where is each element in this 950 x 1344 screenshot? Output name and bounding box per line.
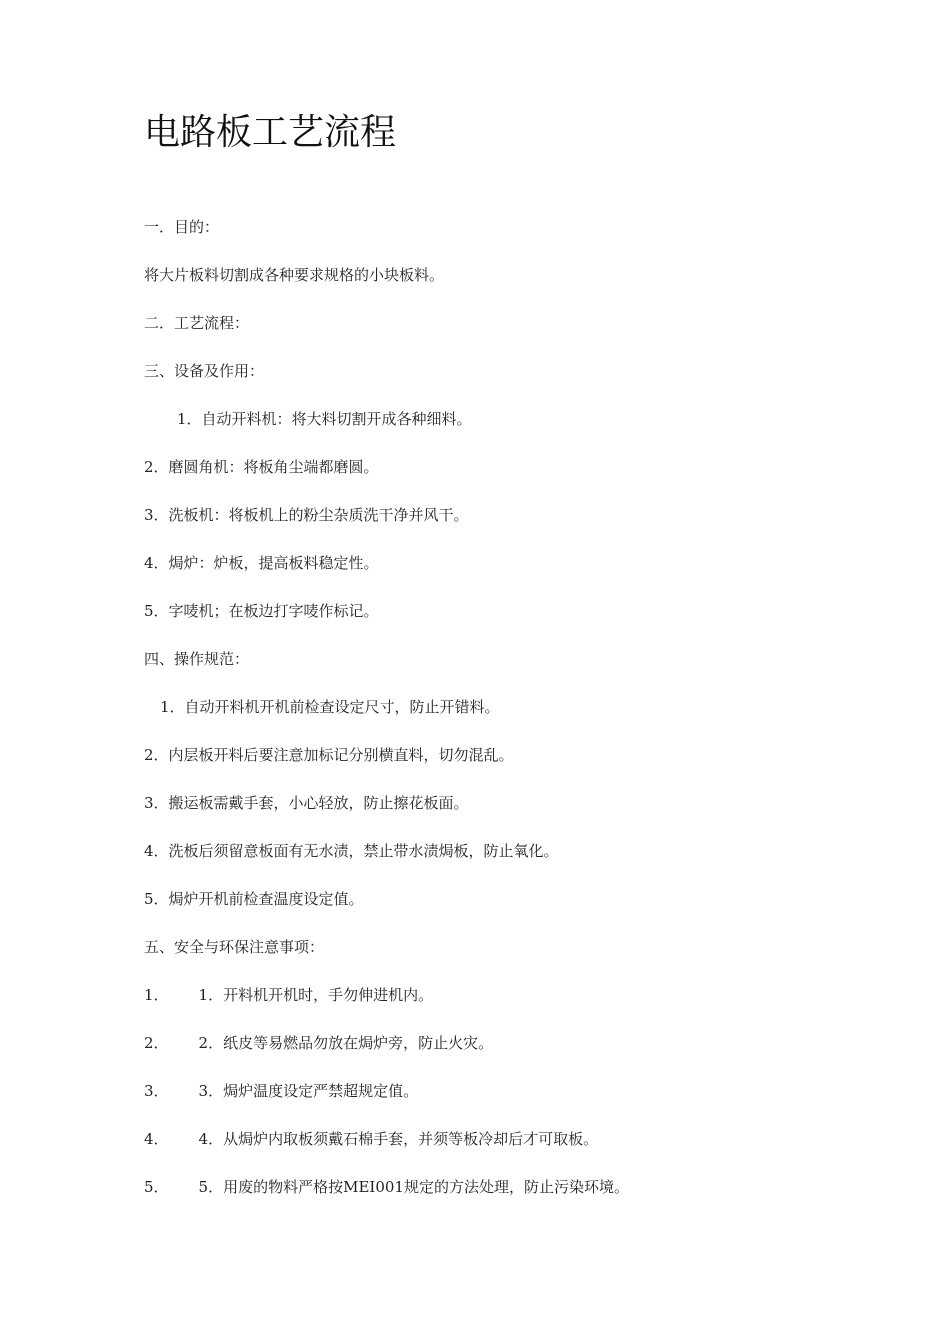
safety-item-text: 4．从焗炉内取板须戴石棉手套，并须等板冷却后才可取板。 — [198, 1130, 599, 1148]
safety-item-text: 2．纸皮等易燃品勿放在焗炉旁，防止火灾。 — [198, 1034, 494, 1052]
safety-item — [144, 1177, 629, 1197]
section-heading-process: 二．工艺流程： — [144, 314, 250, 332]
equipment-item: 3．洗板机：将板机上的粉尘杂质洗干净并风干。 — [144, 506, 469, 524]
safety-item — [144, 1033, 493, 1053]
safety-item — [144, 1081, 418, 1101]
section-heading-safety: 五、安全与环保注意事项： — [144, 938, 325, 956]
equipment-item: 4．焗炉：炉板，提高板料稳定性。 — [144, 554, 379, 572]
safety-item-text: 5．用废的物料严格按MEI001规定的方法处理，防止污染环境。 — [198, 1178, 629, 1196]
purpose-text: 将大片板料切割成各种要求规格的小块板料。 — [144, 266, 445, 284]
section-heading-equipment: 三、设备及作用： — [144, 362, 265, 380]
operation-item: 3．搬运板需戴手套，小心轻放，防止擦花板面。 — [144, 794, 469, 812]
safety-item — [144, 1129, 598, 1149]
safety-item — [144, 985, 433, 1005]
safety-item-number: 1． — [144, 986, 169, 1004]
safety-item-number: 4． — [144, 1130, 169, 1148]
safety-item-text: 1．开料机开机时，手勿伸进机内。 — [198, 986, 434, 1004]
operation-item: 5．焗炉开机前检查温度设定值。 — [144, 890, 364, 908]
safety-item-number: 2． — [144, 1034, 169, 1052]
equipment-item: 1．自动开料机：将大料切割开成各种细料。 — [177, 410, 472, 428]
document-title: 电路板工艺流程 — [144, 112, 397, 153]
operation-item: 4．洗板后须留意板面有无水渍，禁止带水渍焗板，防止氧化。 — [144, 842, 559, 860]
operation-item: 2．内层板开料后要注意加标记分别横直料，切勿混乱。 — [144, 746, 514, 764]
equipment-item: 5．字唛机；在板边打字唛作标记。 — [144, 602, 379, 620]
equipment-item: 2．磨圆角机：将板角尘端都磨圆。 — [144, 458, 379, 476]
section-heading-purpose: 一．目的： — [144, 218, 220, 236]
safety-item-text: 3．焗炉温度设定严禁超规定值。 — [198, 1082, 419, 1100]
safety-item-number: 5． — [144, 1178, 169, 1196]
operation-item: 1．自动开料机开机前检查设定尺寸，防止开错料。 — [160, 698, 500, 716]
section-heading-operation: 四、操作规范： — [144, 650, 250, 668]
safety-item-number: 3． — [144, 1082, 169, 1100]
